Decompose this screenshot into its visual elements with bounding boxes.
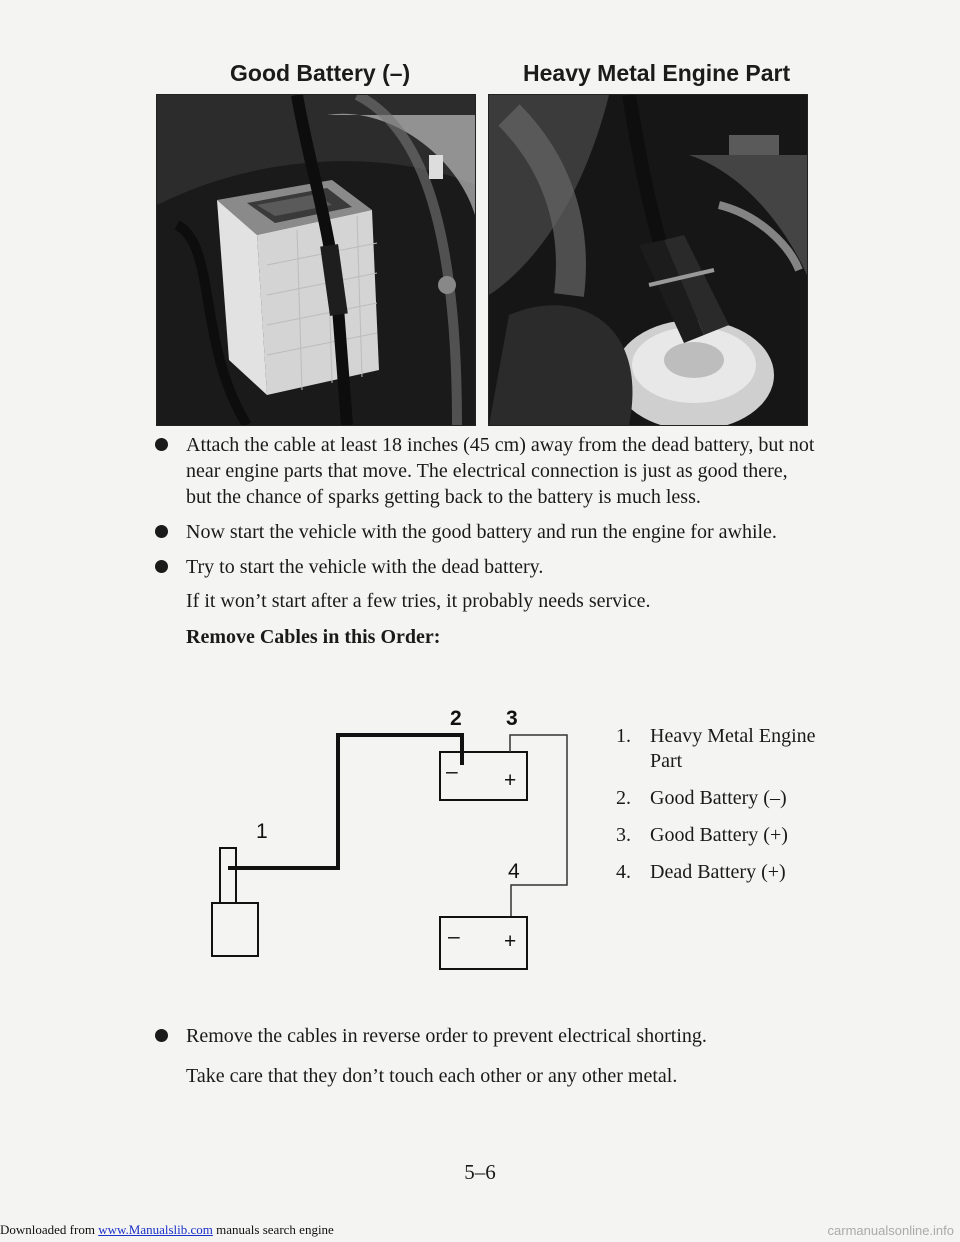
- diagram-label-1: 1: [256, 820, 268, 843]
- dead-battery-plus: +: [504, 930, 517, 953]
- dead-battery-minus: –: [448, 925, 460, 948]
- diagram-label-2: 2: [450, 707, 462, 730]
- bullet-start-dead-vehicle: Try to start the vehicle with the dead battery.: [155, 554, 815, 580]
- bullet-dot-icon: [155, 1029, 168, 1042]
- list-item: 1. Heavy Metal Engine Part: [616, 725, 816, 772]
- download-footer: Downloaded from www.Manualslib.com manuals search engine: [0, 1222, 334, 1237]
- good-battery-photo-title: Good Battery (–): [230, 60, 411, 86]
- manualslib-link[interactable]: www.Manualslib.com: [98, 1222, 213, 1237]
- instructions: [155, 432, 815, 649]
- bullet-dot-icon: [155, 438, 168, 451]
- good-battery-plus: +: [504, 769, 517, 792]
- bullet-reverse-order: Remove the cables in reverse order to prevent electrical shorting.: [155, 1023, 815, 1049]
- page-number: 5–6: [464, 1160, 496, 1184]
- bullet-attach-cable: Attach the cable at least 18 inches (45 cm) away from the dead battery, but not near engine parts that move. The electrical connection is just as good there, but the chance of sparks getting back to the battery is much less.: [155, 432, 815, 510]
- diagram-label-4: 4: [508, 860, 520, 883]
- engine-part-photo: [488, 94, 808, 426]
- list-item: 4. Dead Battery (+): [616, 861, 786, 883]
- metal-contact-note: Take care that they don’t touch each other or any other metal.: [186, 1065, 678, 1087]
- list-item: 3. Good Battery (+): [616, 824, 788, 846]
- cable-removal-diagram: [180, 705, 600, 995]
- good-battery-minus: –: [446, 760, 458, 783]
- service-note: If it won’t start after a few tries, it probably needs service.: [186, 590, 651, 612]
- remove-cables-heading: Remove Cables in this Order:: [186, 626, 441, 648]
- good-battery-photo: [156, 94, 476, 426]
- watermark: carmanualsonline.info: [827, 1223, 954, 1238]
- bullet-dot-icon: [155, 560, 168, 573]
- removal-order-list: [608, 724, 828, 897]
- bullet-start-good-vehicle: Now start the vehicle with the good battery and run the engine for awhile.: [155, 519, 815, 545]
- reverse-order-instructions: [155, 1023, 815, 1101]
- engine-part-photo-title: Heavy Metal Engine Part: [523, 60, 791, 86]
- bullet-dot-icon: [155, 525, 168, 538]
- diagram-label-3: 3: [506, 707, 518, 730]
- list-item: 2. Good Battery (–): [616, 787, 787, 809]
